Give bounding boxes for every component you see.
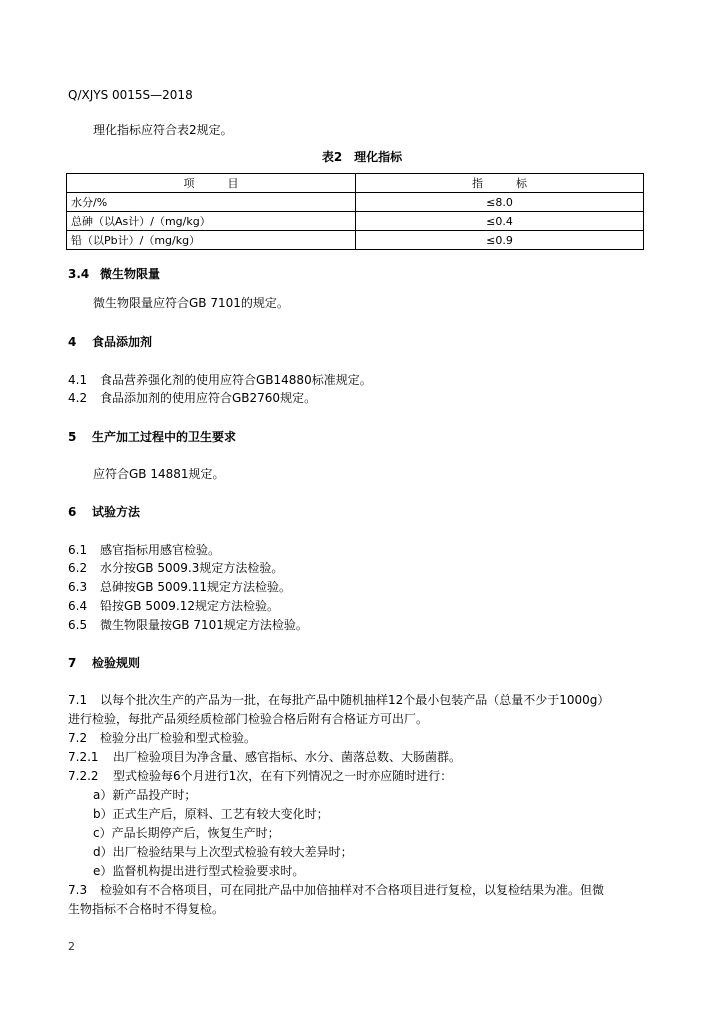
row-value: ≤8.0 [356, 193, 644, 212]
clause-text: 水分按GB 5009.3规定方法检验。 [100, 561, 284, 575]
clause-number: 7.2 [68, 731, 88, 745]
clause-4-2 [68, 389, 316, 406]
section-6-heading [68, 503, 140, 520]
clause-7-1-line2: 进行检验，每批产品须经质检部门检验合格后附有合格证方可出厂。 [68, 712, 429, 726]
section-title: 检验规则 [92, 656, 141, 670]
document-code: Q/XJYS 0015S—2018 [68, 88, 193, 102]
clause-text: 检验如有不合格项目，可在同批产品中加倍抽样对不合格项目进行复检，以复检结果为准。但微 [100, 883, 605, 897]
clause-text: 铅按GB 5009.12规定方法检验。 [100, 599, 279, 613]
row-item: 总砷（以As计）/（mg/kg） [67, 212, 356, 231]
list-item: d）出厂检验结果与上次型式检验有较大差异时； [93, 845, 353, 859]
clause-7-2 [68, 729, 256, 746]
table-row [67, 193, 644, 212]
clause-7-2-1 [68, 748, 461, 765]
clause-number: 4.1 [68, 373, 88, 387]
clause-6-2 [68, 559, 283, 576]
clause-text: 以每个批次生产的产品为一批，在每批产品中随机抽样12个最小包装产品（总量不少于1000g） [100, 693, 610, 707]
clause-number: 6.5 [68, 618, 88, 632]
section-number: 4 [68, 335, 77, 349]
section-number: 5 [68, 430, 77, 444]
list-item: a）新产品投产时； [93, 788, 197, 802]
section-5-heading [68, 428, 236, 445]
row-value: ≤0.9 [356, 231, 644, 250]
section-number: 3.4 [68, 267, 90, 281]
clause-text: 感官指标用感官检验。 [100, 543, 221, 557]
clause-text: 出厂检验项目为净含量、感官指标、水分、菌落总数、大肠菌群。 [113, 750, 462, 764]
clause-7-2-2 [68, 767, 452, 784]
table-row [67, 231, 644, 250]
table-caption: 表2 理化指标 [321, 150, 403, 164]
clause-6-1 [68, 541, 220, 558]
row-value: ≤0.4 [356, 212, 644, 231]
clause-number: 6.1 [68, 543, 88, 557]
section-7-heading [68, 654, 140, 671]
list-item: b）正式生产后，原料、工艺有较大变化时； [93, 807, 329, 821]
section-title: 生产加工过程中的卫生要求 [92, 430, 237, 444]
table-row [67, 212, 644, 231]
clause-7-3-line2: 生物指标不合格时不得复检。 [68, 902, 225, 916]
clause-text: 总砷按GB 5009.11规定方法检验。 [100, 580, 291, 594]
section-title: 试验方法 [92, 505, 141, 519]
clause-text: 食品添加剂的使用应符合GB2760规定。 [100, 391, 317, 405]
physicochemical-table [66, 173, 644, 250]
section-4-heading [68, 333, 152, 350]
clause-6-3 [68, 578, 291, 595]
clause-number: 7.2.2 [68, 769, 99, 783]
row-item: 水分/% [67, 193, 356, 212]
clause-number: 4.2 [68, 391, 88, 405]
section-3-4-heading [68, 265, 160, 282]
clause-number: 6.3 [68, 580, 88, 594]
list-item: e）监督机构提出进行型式检验要求时。 [93, 864, 305, 878]
clause-7-3-line1 [68, 881, 604, 898]
clause-number: 6.2 [68, 561, 88, 575]
clause-text: 食品营养强化剂的使用应符合GB14880标准规定。 [100, 373, 372, 387]
clause-text: 微生物限量按GB 7101规定方法检验。 [100, 618, 308, 632]
clause-number: 7.3 [68, 883, 88, 897]
section-number: 7 [68, 656, 77, 670]
clause-6-4 [68, 597, 279, 614]
clause-text: 型式检验每6个月进行1次，在有下列情况之一时亦应随时进行： [113, 769, 453, 783]
header-value: 指 标 [356, 174, 644, 193]
clause-number: 6.4 [68, 599, 88, 613]
clause-number: 7.2.1 [68, 750, 99, 764]
section-5-text: 应符合GB 14881规定。 [93, 467, 225, 481]
page-number: 2 [68, 940, 75, 953]
table-header-row [67, 174, 644, 193]
clause-4-1 [68, 371, 372, 388]
clause-text: 检验分出厂检验和型式检验。 [100, 731, 257, 745]
section-title: 微生物限量 [100, 267, 161, 281]
row-item: 铅（以Pb计）/（mg/kg） [67, 231, 356, 250]
section-3-4-text: 微生物限量应符合GB 7101的规定。 [93, 296, 289, 310]
clause-7-1-line1 [68, 691, 609, 708]
section-title: 食品添加剂 [92, 335, 153, 349]
clause-6-5 [68, 616, 308, 633]
list-item: c）产品长期停产后，恢复生产时； [93, 826, 280, 840]
clause-number: 7.1 [68, 693, 88, 707]
intro-text: 理化指标应符合表2规定。 [93, 123, 233, 137]
header-item: 项 目 [67, 174, 356, 193]
section-number: 6 [68, 505, 77, 519]
